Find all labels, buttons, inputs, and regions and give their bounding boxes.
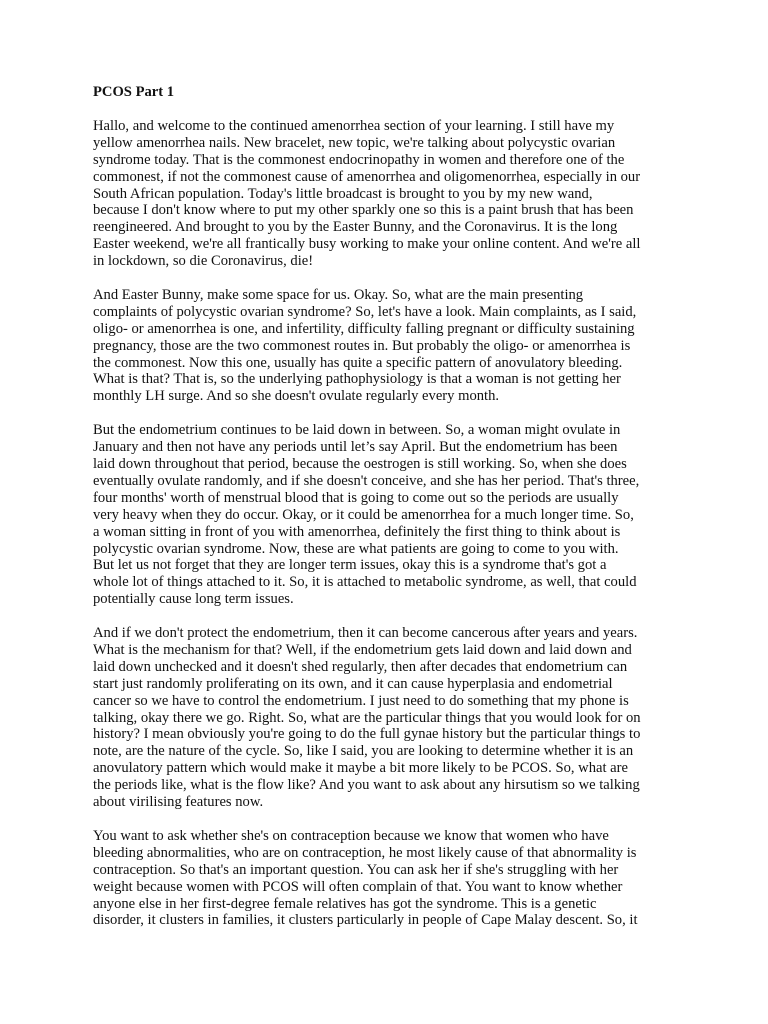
text-line: cancer so we have to control the endometrium. I just need to do something that my phone is xyxy=(93,692,629,709)
text-line: laid down unchecked and it doesn't shed regularly, then after decades that endometrium can xyxy=(93,658,628,675)
paragraph xyxy=(93,422,683,608)
paragraph xyxy=(93,118,683,270)
text-line: potentially cause long term issues. xyxy=(93,591,294,608)
text-line: very heavy when they do occur. Okay, or it could be amenorrhea for a much longer time. So, xyxy=(93,506,634,523)
document-title: PCOS Part 1 xyxy=(93,84,175,100)
text-line: anyone else in her first-degree female relatives has got the syndrome. This is a genetic xyxy=(93,895,597,912)
text-line: And if we don't protect the endometrium, then it can become cancerous after years and years. xyxy=(93,625,638,642)
text-line: commonest, if not the commonest cause of amenorrhea and oligomenorrhea, especially in our xyxy=(93,168,641,185)
text-line: history? I mean obviously you're going to do the full gynae history but the particular things to xyxy=(93,726,641,743)
text-line: in lockdown, so die Coronavirus, die! xyxy=(93,253,314,270)
text-line: contraception. So that's an important question. You can ask her if she's struggling with her xyxy=(93,861,619,878)
text-line: But let us not forget that they are longer term issues, okay this is a syndrome that's got a xyxy=(93,557,607,574)
text-line: because I don't know where to put my other sparkly one so this is a paint brush that has been xyxy=(93,202,634,219)
text-line: reengineered. And brought to you by the Easter Bunny, and the Coronavirus. It is the long xyxy=(93,219,618,236)
text-line: pregnancy, those are the two commonest routes in. But probably the oligo- or amenorrhea is xyxy=(93,337,631,354)
text-line: Hallo, and welcome to the continued amenorrhea section of your learning. I still have my xyxy=(93,117,615,134)
text-line: polycystic ovarian syndrome. Now, these are what patients are going to come to you with. xyxy=(93,540,619,557)
paragraph xyxy=(93,287,683,405)
text-line: start just randomly proliferating on its own, and it can cause hyperplasia and endometrial xyxy=(93,675,613,692)
text-line: four months' worth of menstrual blood that is going to come out so the periods are usually xyxy=(93,489,619,506)
text-line: a woman sitting in front of you with amenorrhea, definitely the first thing to think about is xyxy=(93,523,621,540)
text-line: But the endometrium continues to be laid down in between. So, a woman might ovulate in xyxy=(93,422,621,439)
text-line: complaints of polycystic ovarian syndrome? So, let's have a look. Main complaints, as I said, xyxy=(93,303,637,320)
text-line: disorder, it clusters in families, it clusters particularly in people of Cape Malay descent. So, it xyxy=(93,912,638,929)
text-line: You want to ask whether she's on contraception because we know that women who have xyxy=(93,827,609,844)
text-line: about virilising features now. xyxy=(93,794,264,811)
text-line: South African population. Today's little broadcast is brought to you by my new wand, xyxy=(93,185,593,202)
text-line: Easter weekend, we're all frantically busy working to make your online content. And we're all xyxy=(93,236,641,253)
text-line: yellow amenorrhea nails. New bracelet, new topic, we're talking about polycystic ovarian xyxy=(93,134,616,151)
text-line: monthly LH surge. And so she doesn't ovulate regularly every month. xyxy=(93,388,500,405)
text-line: syndrome today. That is the commonest endocrinopathy in women and therefore one of the xyxy=(93,151,625,168)
text-line: oligo- or amenorrhea is one, and infertility, difficulty falling pregnant or difficulty sustaining xyxy=(93,320,635,337)
text-line: weight because women with PCOS will often complain of that. You want to know whether xyxy=(93,878,623,895)
paragraph xyxy=(93,828,683,929)
text-line: note, are the nature of the cycle. So, like I said, you are looking to determine whether it is an xyxy=(93,743,634,760)
text-line: bleeding abnormalities, who are on contraception, he most likely cause of that abnormality is xyxy=(93,844,637,861)
text-line: January and then not have any periods until let’s say April. But the endometrium has been xyxy=(93,439,618,456)
text-line: talking, okay there we go. Right. So, what are the particular things that you would look for on xyxy=(93,709,641,726)
text-line: whole lot of things attached to it. So, it is attached to metabolic syndrome, as well, that could xyxy=(93,574,637,591)
text-line: the commonest. Now this one, usually has quite a specific pattern of anovulatory bleeding. xyxy=(93,354,623,371)
document-body xyxy=(93,84,683,946)
text-line: laid down throughout that period, because the oestrogen is still working. So, when she does xyxy=(93,456,627,472)
text-line: What is the mechanism for that? Well, if the endometrium gets laid down and laid down and xyxy=(93,641,632,658)
text-line: anovulatory pattern which would make it maybe a bit more likely to be PCOS. So, what are xyxy=(93,760,628,777)
text-line: And Easter Bunny, make some space for us. Okay. So, what are the main presenting xyxy=(93,286,584,303)
paragraph xyxy=(93,625,683,811)
text-line: eventually ovulate randomly, and if she doesn't conceive, and she has her period. That's three, xyxy=(93,472,640,489)
text-line: What is that? That is, so the underlying pathophysiology is that a woman is not getting her xyxy=(93,371,621,388)
text-line: the periods like, what is the flow like? And you want to ask about any hirsutism so we talking xyxy=(93,777,640,794)
